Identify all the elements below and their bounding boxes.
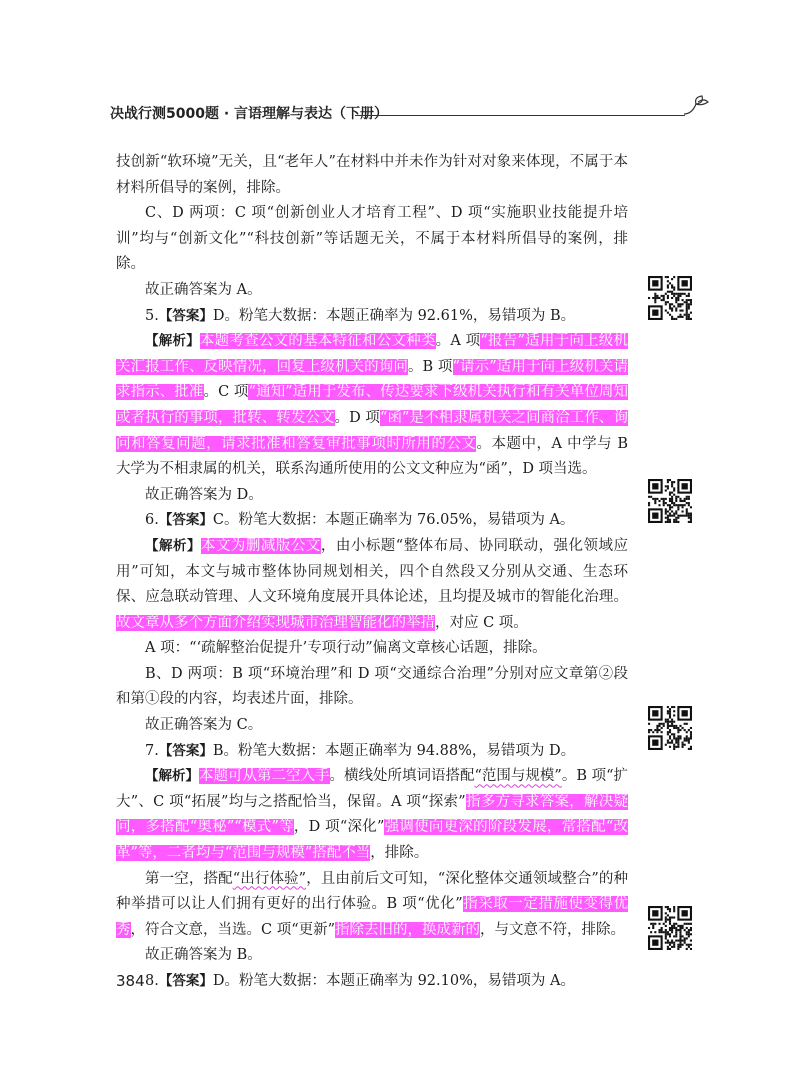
header-rule (355, 115, 685, 116)
text-run: ，且由前后文可知，“深化整体交通领域整合”的种种举措可以让人们拥有更好的出行体验。B 项“优化” (116, 870, 629, 913)
text-run: ，由小标题“整体布局、协同联动，强化领域应用”可知，本文与城市整体协同规划相关，四个自然段又分别从交通、生态环保、应急联动管理、人文环境角度展开具体论述，且均提及城市的智能化治理。 (116, 537, 629, 606)
highlight: 强调使向更深的阶段发展，常搭配“改革”等，二者均与“范围与规模”搭配不当 (116, 819, 629, 862)
final-answer: 故正确答案为 D。 (145, 486, 263, 503)
q7-answer-line (116, 739, 628, 765)
highlight: “通知”适用于发布、传达要求下级机关执行和有关单位周知或者执行的事项，批转、转发公文 (116, 384, 629, 426)
qr-code-icon[interactable] (648, 706, 692, 750)
q5-answer-line (116, 304, 628, 330)
qr-code-icon[interactable] (648, 906, 692, 950)
question-number: 6. (145, 512, 159, 529)
answer-tag: 【答案】 (158, 973, 213, 989)
q5-analysis (116, 329, 628, 483)
paragraph: C、D 两项：C 项“创新创业人才培育工程”、D 项“实施职业技能提升培训”均与“创新文化”“科技创新”等话题无关，不属于本材料所倡导的案例，排除。 (116, 205, 628, 273)
highlight: 指采取一定措施使变得优秀 (116, 896, 628, 938)
text-run: 。C 项 (203, 384, 249, 401)
analysis-tag: 【解析】 (145, 333, 200, 350)
analysis-tag: 【解析】 (145, 537, 201, 554)
answer-tag: 【答案】 (158, 512, 213, 529)
answer-text: B。粉笔大数据：本题正确率为 94.88%，易错项为 D。 (212, 742, 576, 759)
answer-tag: 【答案】 (158, 307, 213, 324)
final-answer: 故正确答案为 A。 (145, 281, 262, 298)
text-run: ，D 项“深化” (293, 819, 385, 836)
text-run: 。A 项 (435, 333, 481, 350)
q6-answer-line (116, 508, 628, 534)
text-run: 。D 项 (334, 409, 380, 426)
q8-answer-line (116, 969, 628, 995)
book-title: 决战行测5000题 · 言语理解与表达（下册） (110, 106, 389, 122)
q7-analysis (116, 764, 628, 866)
text-run: 。B 项“扩大”、C 项“拓展”均与之搭配恰当，保留。A 项“探索” (116, 768, 629, 810)
question-number: 8. (145, 973, 159, 989)
paragraph: A 项：“‘疏解整治促提升’专项行动”偏离文章核心话题，排除。 (145, 640, 547, 657)
page-number: 384 (116, 972, 145, 990)
highlight: “请示”适用于向上级机关请求指示、批准 (116, 358, 629, 401)
analysis-tag: 【解析】 (145, 768, 199, 785)
text-run: ，对应 C 项。 (435, 614, 528, 631)
highlight: 本文为删减版公文 (200, 537, 321, 554)
answer-tag: 【答案】 (158, 742, 213, 759)
final-answer: 故正确答案为 C。 (145, 717, 263, 734)
answer-text: D。粉笔大数据：本题正确率为 92.10%，易错项为 A。 (212, 973, 575, 989)
highlight: “报告”适用于向上级机关汇报工作、反映情况，回复上级机关的询问 (116, 333, 629, 375)
text-run: ，排除。 (370, 845, 429, 862)
running-header (110, 100, 710, 130)
highlight: 本题考查公文的基本特征和公文种类 (199, 333, 436, 350)
text-run: 。B 项 (407, 358, 453, 375)
sprout-icon (678, 94, 718, 124)
highlight: 指除去旧的，换成新的 (335, 921, 481, 938)
text-run: ，符合文意，当选。C 项“更新” (130, 921, 336, 938)
text-run: 第一空，搭配 (145, 870, 233, 887)
answer-content (116, 150, 628, 995)
question-number: 5. (145, 307, 159, 324)
qr-code-icon[interactable] (648, 276, 692, 320)
highlight: 故文章从多个方面介绍实现城市治理智能化的举措 (116, 614, 435, 631)
text-run: ，与文意不符，排除。 (480, 921, 626, 938)
final-answer: 故正确答案为 B。 (145, 947, 262, 964)
answer-text: D。粉笔大数据：本题正确率为 92.61%，易错项为 B。 (212, 307, 576, 324)
highlight: “函”是不相隶属机关之间商洽工作、询问和答复问题，请求批准和答复审批事项时所用的公文 (116, 409, 629, 452)
text-run: 。本题中，A 中学与 B 大学为不相隶属的机关，联系沟通所使用的公文文种应为“函”，D 项当选。 (116, 435, 628, 478)
wavy-underline: “出行体验” (232, 870, 307, 887)
highlight: 本题可从第二空入手 (199, 768, 330, 785)
question-number: 7. (145, 742, 159, 759)
paragraph: 技创新“软环境”无关，且“老年人”在材料中并未作为针对对象来体现，不属于本材料所倡导的案例，排除。 (116, 154, 628, 196)
answer-text: C。粉笔大数据：本题正确率为 76.05%，易错项为 A。 (212, 512, 575, 529)
q7-analysis-2 (116, 867, 628, 944)
wavy-underline: “范围与规模” (474, 768, 562, 785)
paragraph: B、D 两项：B 项“环境治理”和 D 项“交通综合治理”分别对应文章第②段和第①段的内容，均表述片面，排除。 (116, 665, 628, 708)
q6-analysis (116, 534, 628, 636)
text-run: 。横线处所填词语搭配 (329, 768, 475, 785)
highlight: 指多方寻求答案，解决疑问，多搭配“奥秘”“模式”等 (116, 793, 628, 836)
qr-code-icon[interactable] (648, 479, 692, 523)
